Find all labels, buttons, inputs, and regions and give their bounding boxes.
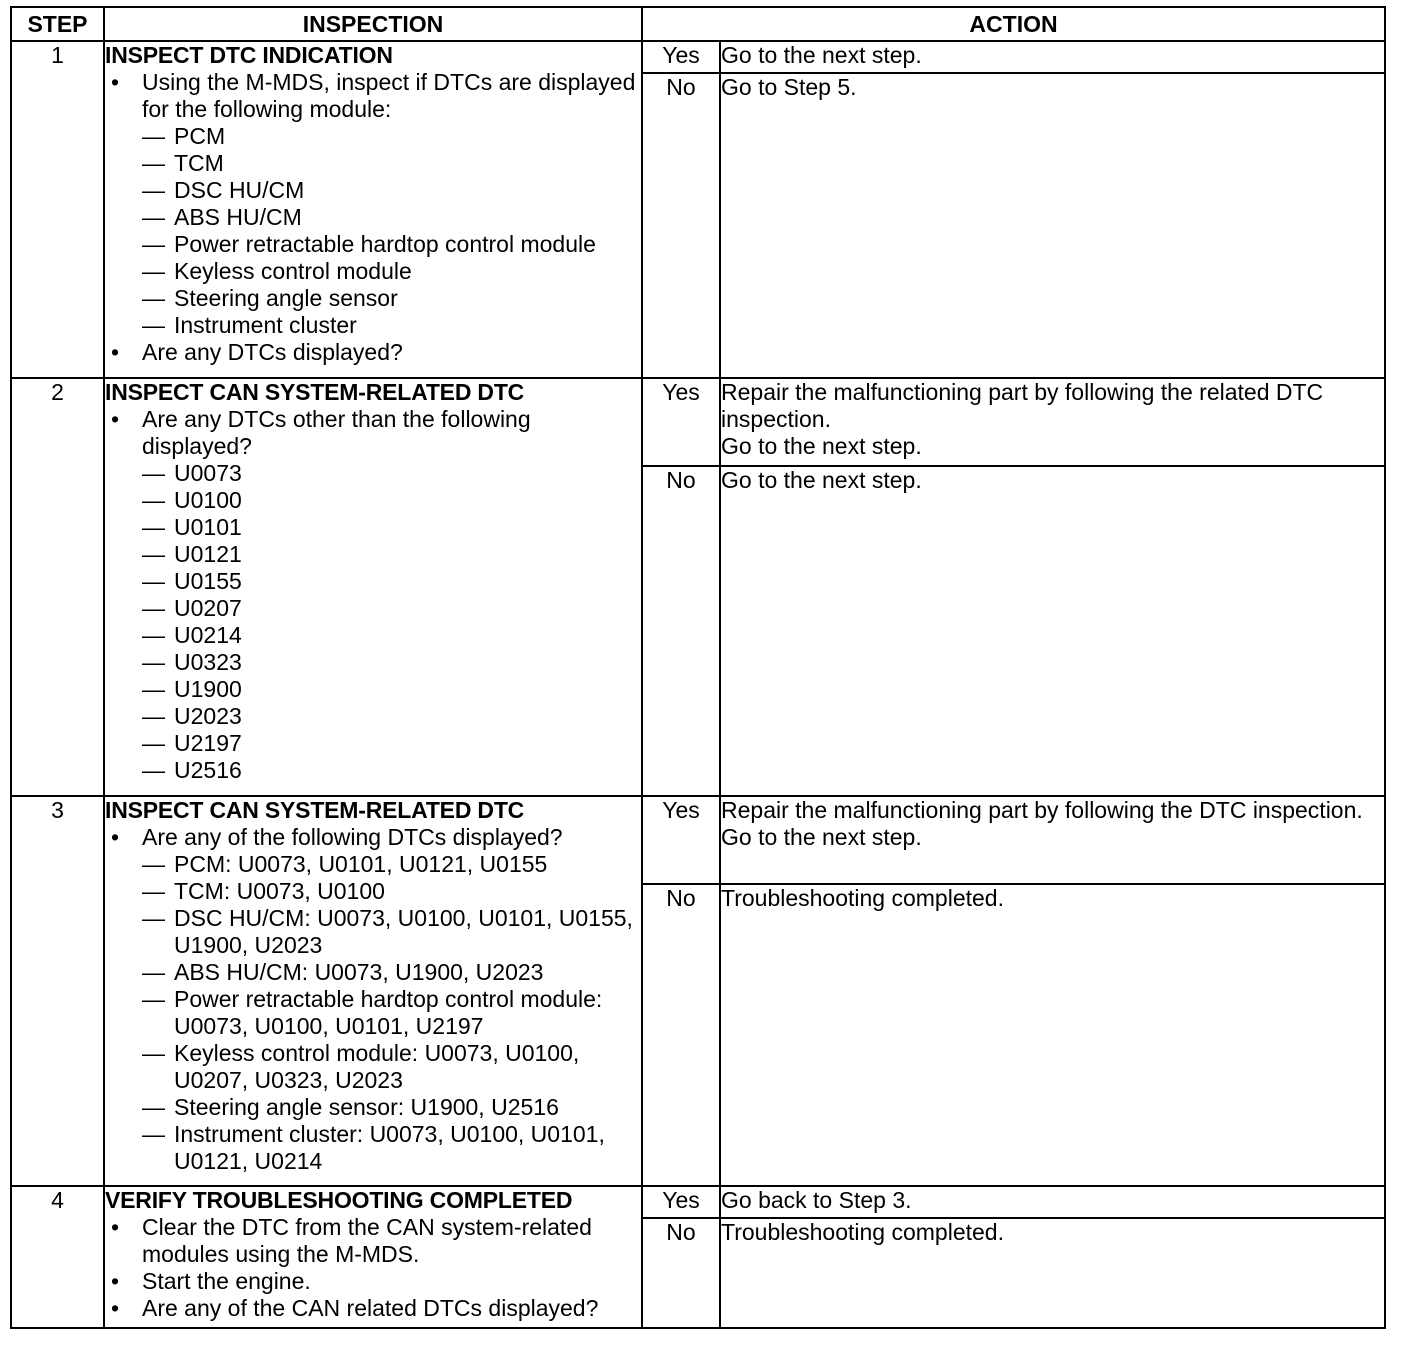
step-1-inspection [104, 41, 642, 378]
step-number: 3 [11, 796, 104, 1186]
action-text: Repair the malfunctioning part by following the DTC inspection. [721, 797, 1363, 823]
step-3-inspection [104, 796, 642, 1186]
module-item: — TCM [105, 150, 641, 177]
action-text: Repair the malfunctioning part by following the related DTC inspection. [721, 379, 1324, 432]
step-number: 1 [11, 41, 104, 378]
dtc-item: — U0121 [105, 541, 641, 568]
no-action [720, 73, 1385, 378]
action-text: Go to Step 5. [721, 74, 857, 100]
step-2-yes-row [11, 378, 1385, 466]
dtc-item: — U0101 [105, 514, 641, 541]
module-item: — Instrument cluster [105, 312, 641, 339]
dtc-item: — U1900 [105, 676, 641, 703]
module-dtc-item: — Steering angle sensor: U1900, U2516 [105, 1094, 641, 1121]
yes-label: Yes [642, 1186, 720, 1218]
troubleshooting-table [10, 6, 1386, 1329]
module-dtc-item: — Keyless control module: U0073, U0100, U0207, U0323, U2023 [105, 1040, 641, 1094]
step-title: INSPECT CAN SYSTEM-RELATED DTC [105, 797, 525, 823]
step-title: INSPECT CAN SYSTEM-RELATED DTC [105, 379, 525, 405]
yes-action [720, 1186, 1385, 1218]
yes-action [720, 796, 1385, 884]
bullet-item: • Clear the DTC from the CAN system-related modules using the M-MDS. [105, 1214, 641, 1268]
dtc-item: — U0073 [105, 460, 641, 487]
action-text: Go back to Step 3. [721, 1187, 912, 1213]
action-text: Go to the next step. [721, 433, 922, 459]
module-dtc-item: — ABS HU/CM: U0073, U1900, U2023 [105, 959, 641, 986]
no-action [720, 1218, 1385, 1328]
bullet-item: • Using the M-MDS, inspect if DTCs are displayed for the following module: [105, 69, 641, 123]
dtc-item: — U2023 [105, 703, 641, 730]
module-item: — ABS HU/CM [105, 204, 641, 231]
no-label: No [642, 1218, 720, 1328]
dtc-item: — U0100 [105, 487, 641, 514]
header-row [11, 7, 1385, 41]
dtc-item: — U0214 [105, 622, 641, 649]
action-text: Go to the next step. [721, 824, 922, 850]
yes-label: Yes [642, 41, 720, 73]
step-1-yes-row [11, 41, 1385, 73]
yes-label: Yes [642, 378, 720, 466]
dtc-item: — U2516 [105, 757, 641, 784]
dtc-item: — U0323 [105, 649, 641, 676]
yes-action [720, 378, 1385, 466]
step-4-yes-row [11, 1186, 1385, 1218]
step-4-inspection [104, 1186, 642, 1328]
header-action: ACTION [642, 7, 1385, 41]
module-item: — PCM [105, 123, 641, 150]
yes-action [720, 41, 1385, 73]
bullet-item: • Are any DTCs other than the following displayed? [105, 406, 641, 460]
module-dtc-item: — PCM: U0073, U0101, U0121, U0155 [105, 851, 641, 878]
bullet-item: • Are any DTCs displayed? [105, 339, 641, 366]
bullet-item: • Start the engine. [105, 1268, 641, 1295]
step-2-inspection [104, 378, 642, 796]
step-3-yes-row [11, 796, 1385, 884]
yes-label: Yes [642, 796, 720, 884]
module-dtc-item: — DSC HU/CM: U0073, U0100, U0101, U0155, U1900, U2023 [105, 905, 641, 959]
no-label: No [642, 884, 720, 1186]
module-dtc-item: — Power retractable hardtop control module: U0073, U0100, U0101, U2197 [105, 986, 641, 1040]
module-item: — Steering angle sensor [105, 285, 641, 312]
module-dtc-item: — TCM: U0073, U0100 [105, 878, 641, 905]
module-item: — Keyless control module [105, 258, 641, 285]
header-inspection: INSPECTION [104, 7, 642, 41]
no-action [720, 466, 1385, 796]
bullet-item: • Are any of the CAN related DTCs displayed? [105, 1295, 641, 1322]
step-title: INSPECT DTC INDICATION [105, 42, 393, 68]
dtc-item: — U0155 [105, 568, 641, 595]
no-label: No [642, 73, 720, 378]
action-text: Troubleshooting completed. [721, 1219, 1004, 1245]
module-item: — Power retractable hardtop control module [105, 231, 641, 258]
dtc-item: — U2197 [105, 730, 641, 757]
step-number: 4 [11, 1186, 104, 1328]
module-item: — DSC HU/CM [105, 177, 641, 204]
header-step: STEP [11, 7, 104, 41]
action-text: Go to the next step. [721, 42, 922, 68]
action-text: Troubleshooting completed. [721, 885, 1004, 911]
no-action [720, 884, 1385, 1186]
step-number: 2 [11, 378, 104, 796]
action-text: Go to the next step. [721, 467, 922, 493]
module-dtc-item: — Instrument cluster: U0073, U0100, U0101, U0121, U0214 [105, 1121, 641, 1175]
bullet-item: • Are any of the following DTCs displayed? [105, 824, 641, 851]
dtc-item: — U0207 [105, 595, 641, 622]
no-label: No [642, 466, 720, 796]
step-title: VERIFY TROUBLESHOOTING COMPLETED [105, 1187, 573, 1213]
